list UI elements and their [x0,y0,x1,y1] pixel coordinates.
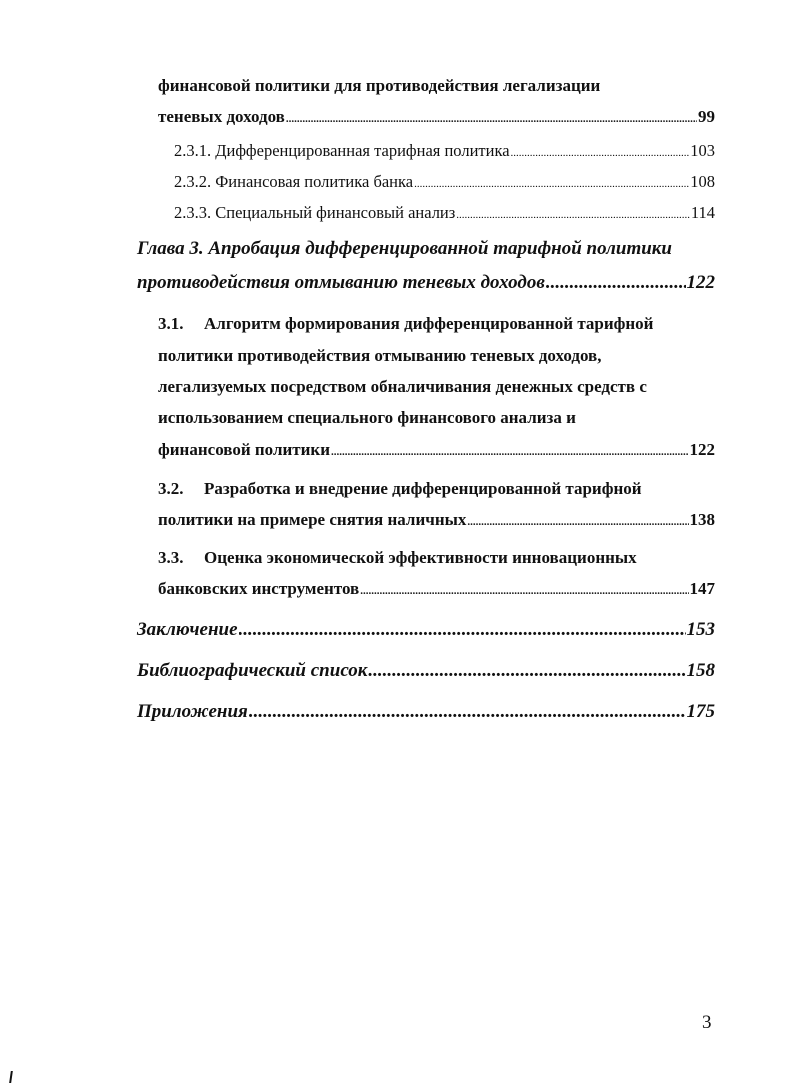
toc-s32-title: политики на примере снятия наличных [158,510,467,529]
toc-leader [368,660,685,682]
toc-s32-line1: 3.2. Разработка и внедрение дифференцированной тарифной [158,479,642,498]
toc-entry-s232[interactable] [174,172,715,192]
toc-bibliography-title: Библиографический список [137,660,368,681]
toc-s232-title: 2.3.2. Финансовая политика банка [174,172,414,191]
toc-leader [511,147,690,159]
toc-appendices-page: 175 [686,701,715,722]
toc-s23-page: 99 [698,107,715,126]
toc-s31-line4: использованием специального финансового анализа и [158,408,576,427]
toc-bibliography-page: 158 [686,660,715,681]
toc-leader [546,272,686,294]
toc-ch3-page: 122 [686,272,715,293]
toc-s23-title: теневых доходов [158,107,285,126]
toc-s31-line3: легализуемых посредством обналичивания денежных средств с [158,377,647,396]
toc-s233-page: 114 [690,203,715,222]
toc-leader [239,619,686,641]
toc-entry-appendices[interactable] [137,701,715,723]
toc-conclusion-title: Заключение [137,619,238,640]
toc-s33-page: 147 [689,579,715,598]
toc-s31-line1: 3.1. Алгоритм формирования дифференцированной тарифной [158,314,654,333]
toc-s32-page: 138 [689,510,715,529]
toc-entry-s233[interactable] [174,203,715,223]
toc-s33-number: 3.3. [158,548,184,567]
toc-entry-s31[interactable] [158,440,715,460]
toc-s32-number: 3.2. [158,479,184,498]
toc-entry-s23[interactable] [158,107,715,127]
toc-entry-conclusion[interactable] [137,619,715,641]
toc-s233-title: 2.3.3. Специальный финансовый анализ [174,203,456,222]
toc-leader [286,113,697,125]
toc-entry-bibliography[interactable] [137,660,715,682]
toc-s33-title: банковских инструментов [158,579,360,598]
toc-appendices-title: Приложения [137,701,248,722]
toc-s31-page: 122 [689,440,715,459]
toc-s31-title: финансовой политики [158,440,331,459]
toc-entry-s33[interactable] [158,579,715,599]
toc-s31-line2: политики противодействия отмыванию теневых доходов, [158,346,602,365]
toc-entry-s231[interactable] [174,141,715,161]
toc-entry-ch3[interactable] [137,272,715,294]
toc-ch3-title: противодействия отмыванию теневых доходов [137,272,545,293]
toc-leader [414,178,689,190]
toc-leader [467,516,688,528]
toc-leader [360,585,688,597]
toc-s231-title: 2.3.1. Дифференцированная тарифная политика [174,141,510,160]
toc-conclusion-page: 153 [686,619,715,640]
page-number: 3 [702,1012,712,1033]
toc-s23-line1: финансовой политики для противодействия легализации [158,76,601,95]
toc-s232-page: 108 [690,172,715,191]
toc-leader [456,209,690,221]
toc-ch3-line1: Глава 3. Апробация дифференцированной тарифной политики [137,238,672,259]
scan-mark [9,1071,13,1083]
toc-s231-page: 103 [690,141,715,160]
toc-entry-s32[interactable] [158,510,715,530]
toc-leader [249,701,686,723]
toc-s31-number: 3.1. [158,314,184,333]
toc-s33-line1: 3.3. Оценка экономической эффективности инновационных [158,548,637,567]
toc-leader [331,446,688,458]
